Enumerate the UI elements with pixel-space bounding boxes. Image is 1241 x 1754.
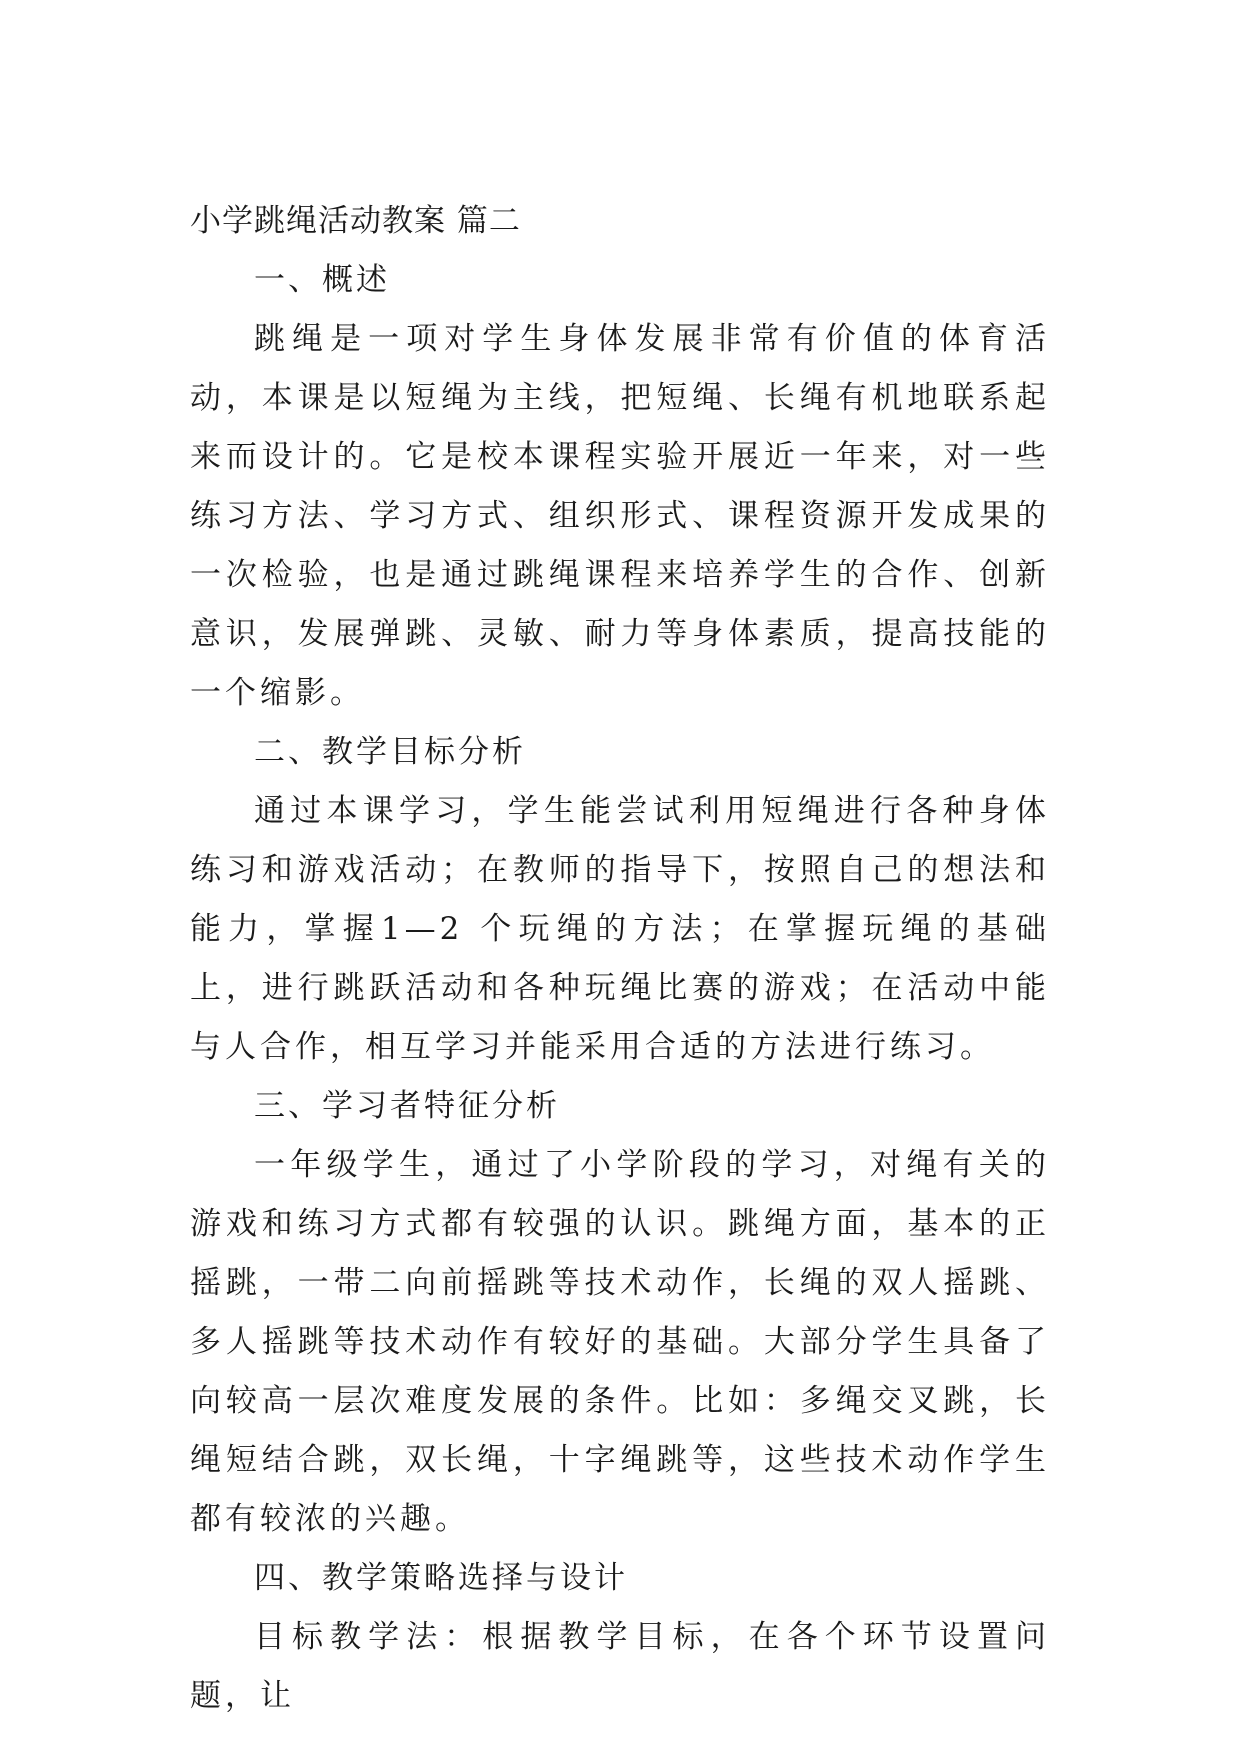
section-paragraph-overview: 跳绳是一项对学生身体发展非常有价值的体育活动，本课是以短绳为主线，把短绳、长绳有机地联系起来而设计的。它是校本课程实验开展近一年来，对一些练习方法、学习方式、组织形式、课程资源开发成果的一次检验，也是通过跳绳课程来培养学生的合作、创新意识，发展弹跳、灵敏、耐力等身体素质，提高技能的一个缩影。: [190, 321, 1050, 711]
section-heading-teaching-strategy: 四、教学策略选择与设计: [254, 1560, 628, 1596]
section-heading-learner-analysis: 三、学习者特征分析: [254, 1088, 560, 1124]
section-heading-teaching-goals: 二、教学目标分析: [254, 734, 526, 770]
section-heading-overview: 一、概述: [254, 262, 390, 298]
document-body: [190, 192, 1050, 1726]
section-paragraph-teaching-goals: 通过本课学习，学生能尝试利用短绳进行各种身体练习和游戏活动；在教师的指导下，按照自己的想法和能力，掌握1—2 个玩绳的方法；在掌握玩绳的基础上，进行跳跃活动和各种玩绳比赛的游戏；在活动中能与人合作，相互学习并能采用合适的方法进行练习。: [190, 793, 1050, 1065]
document-title: 小学跳绳活动教案 篇二: [190, 203, 521, 239]
section-paragraph-learner-analysis: 一年级学生，通过了小学阶段的学习，对绳有关的游戏和练习方式都有较强的认识。跳绳方面，基本的正摇跳，一带二向前摇跳等技术动作，长绳的双人摇跳、多人摇跳等技术动作有较好的基础。大部分学生具备了向较高一层次难度发展的条件。比如：多绳交叉跳，长绳短结合跳，双长绳，十字绳跳等，这些技术动作学生都有较浓的兴趣。: [190, 1147, 1050, 1537]
section-paragraph-teaching-strategy: 目标教学法：根据教学目标，在各个环节设置问题，让: [190, 1619, 1050, 1714]
